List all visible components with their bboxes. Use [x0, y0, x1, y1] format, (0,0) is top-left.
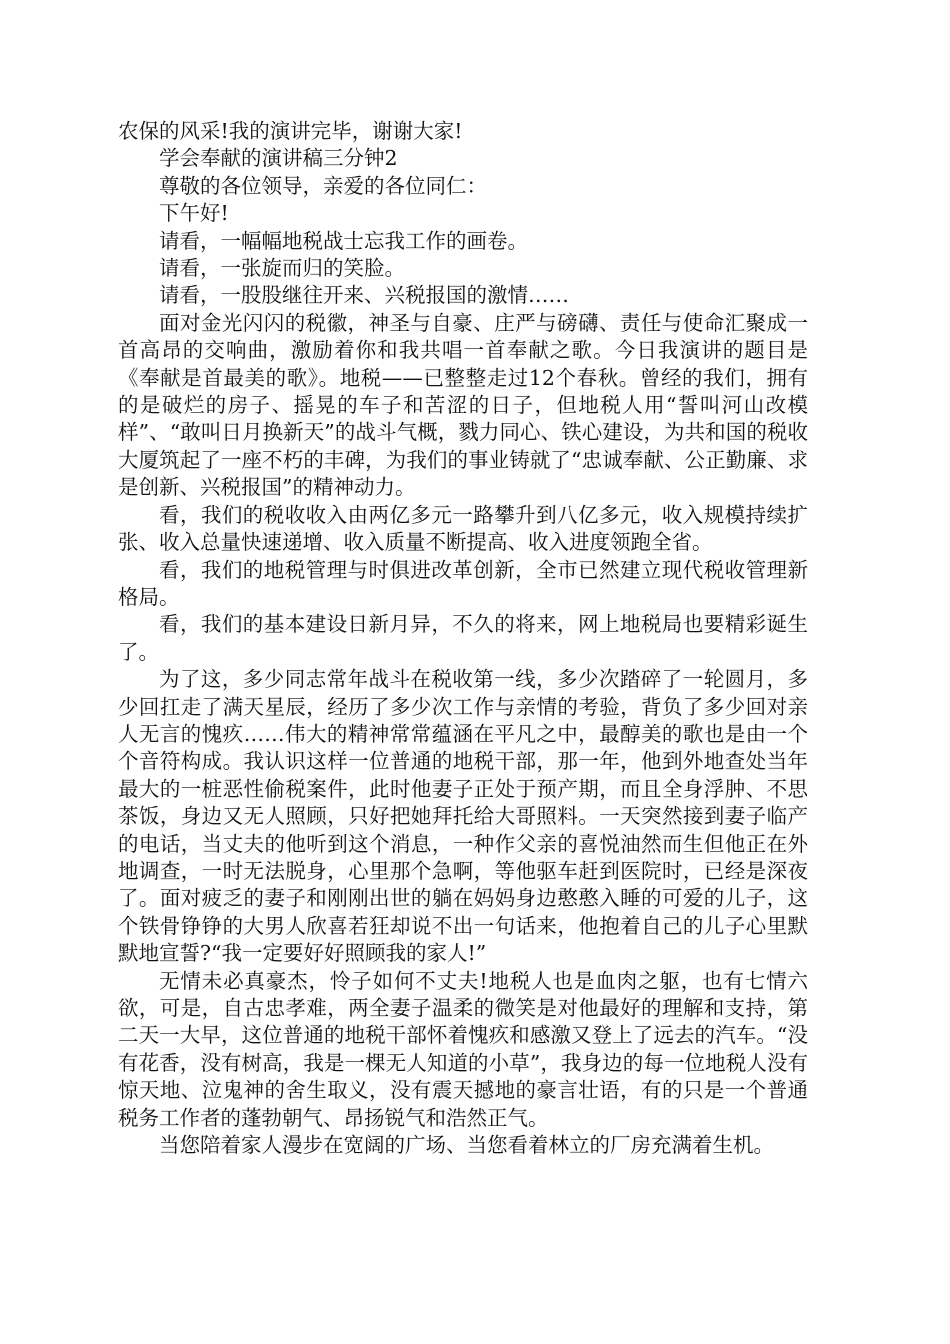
section-title: 学会奉献的演讲稿三分钟2 — [159, 146, 398, 171]
greeting: 下午好! — [159, 201, 229, 226]
paragraph: 请看，一张旋而归的笑脸。 — [159, 256, 405, 281]
paragraph: 看，我们的基本建设日新月异，不久的将来，网上地税局也要精彩诞生了。 — [118, 612, 808, 664]
paragraph: 面对金光闪闪的税徽，神圣与自豪、庄严与磅礴、责任与使命汇聚成一首高昂的交响曲，激励着你和我共唱一首奉献之歌。今日我演讲的题目是《奉献是首最美的歌》。地税——已整整走过12个春秋。曾经的我们，拥有的是破烂的房子、摇晃的车子和苦涩的日子，但地税人用“誓叫河山改模样”、“敢叫日月换新天”的战斗气概，戮力同心、铁心建设，为共和国的税收大厦筑起了一座不朽的丰碑，为我们的事业铸就了“忠诚奉献、公正勤廉、求是创新、兴税报国”的精神动力。 — [118, 310, 808, 500]
paragraph: 看，我们的税收收入由两亿多元一路攀升到八亿多元，收入规模持续扩张、收入总量快速递增、收入质量不断提高、收入进度领跑全省。 — [118, 502, 808, 555]
paragraph: 请看，一股股继往开来、兴税报国的激情…… — [159, 283, 569, 308]
paragraph-closing-line: 农保的风采!我的演讲完毕，谢谢大家! — [118, 119, 463, 143]
document-page — [118, 118, 808, 1159]
paragraph: 请看，一幅幅地税战士忘我工作的画卷。 — [159, 228, 528, 253]
paragraph: 为了这，多少同志常年战斗在税收第一线，多少次踏碎了一轮圆月，多少回扛走了满天星辰，经历了多少次工作与亲情的考验，背负了多少回对亲人无言的愧疚……伟大的精神常常蕴涵在平凡之中，最醇美的歌也是由一个个音符构成。我认识这样一位普通的地税干部，那一年，他到外地查处当年最大的一桩恶性偷税案件，此时他妻子正处于预产期，而且全身浮肿、不思茶饭，身边又无人照顾，只好把她拜托给大哥照料。一天突然接到妻子临产的电话，当丈夫的他听到这个消息，一种作父亲的喜悦油然而生但他正在外地调查，一时无法脱身，心里那个急啊，等他驱车赶到医院时，已经是深夜了。面对疲乏的妻子和刚刚出世的躺在妈妈身边憨憨入睡的可爱的儿子，这个铁骨铮铮的大男人欣喜若狂却说不出一句话来，他抱着自己的儿子心里默默地宣誓?“我一定要好好照顾我的家人!” — [118, 667, 808, 966]
paragraph: 看，我们的地税管理与时俱进改革创新，全市已然建立现代税收管理新格局。 — [118, 557, 808, 609]
salutation: 尊敬的各位领导，亲爱的各位同仁： — [159, 173, 487, 198]
paragraph: 无情未必真豪杰，怜子如何不丈夫!地税人也是血肉之躯，也有七情六欲，可是，自古忠孝难，两全妻子温柔的微笑是对他最好的理解和支持，第二天一大早，这位普通的地税干部怀着愧疚和感激又登上了远去的汽车。“没有花香，没有树高，我是一棵无人知道的小草”，我身边的每一位地税人没有惊天地、泣鬼神的舍生取义，没有震天撼地的豪言壮语，有的只是一个普通税务工作者的蓬勃朝气、昂扬锐气和浩然正气。 — [118, 968, 808, 1130]
paragraph: 当您陪着家人漫步在宽阔的广场、当您看着林立的厂房充满着生机。 — [159, 1133, 774, 1158]
